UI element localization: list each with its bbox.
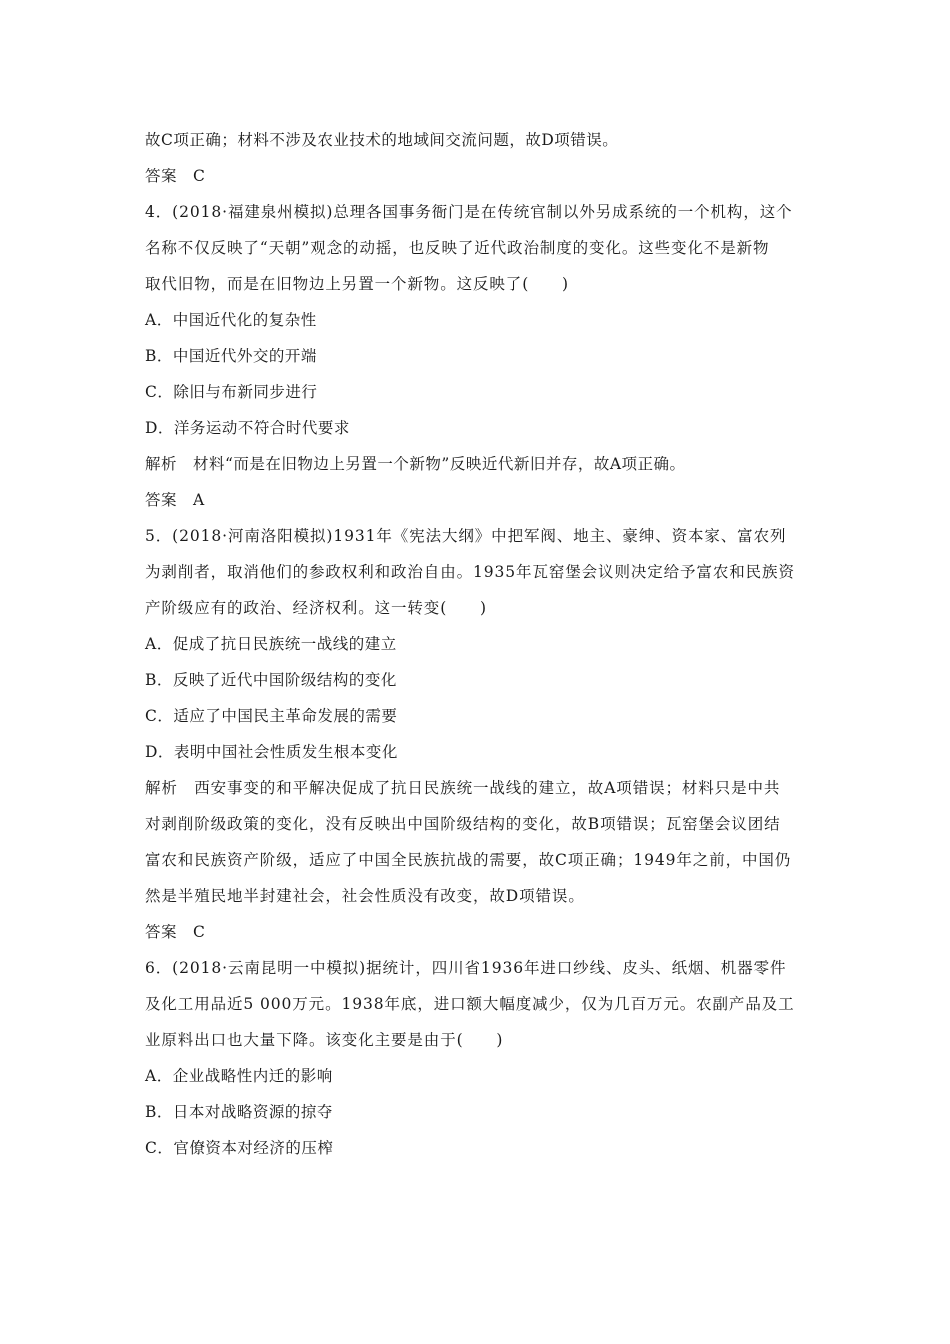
q5-option-b: B．反映了近代中国阶级结构的变化 [145,671,397,689]
question-4-stem [145,194,810,302]
text-line: 为剥削者，取消他们的参政权利和政治自由。1935年瓦窑堡会议则决定给予富农和民族资 [145,563,795,581]
text-line: 解析 西安事变的和平解决促成了抗日民族统一战线的建立，故A项错误；材料只是中共 [145,779,781,797]
q5-option-c: C．适应了中国民主革命发展的需要 [145,707,398,725]
text-line: 产阶级应有的政治、经济权利。这一转变( ) [145,599,487,617]
text-line: 及化工用品近5 000万元。1938年底，进口额大幅度减少，仅为几百万元。农副产品及工 [145,995,795,1013]
question-5-stem [145,518,810,626]
prev-explanation-tail [145,122,810,158]
q4-option-d: D．洋务运动不符合时代要求 [145,419,350,437]
answer-4 [145,482,810,518]
q4-option-a: A．中国近代化的复杂性 [145,311,317,329]
q4-explanation [145,446,810,482]
question-6-stem [145,950,810,1058]
answer-5 [145,914,810,950]
q4-option-c: C．除旧与布新同步进行 [145,383,318,401]
text-line: 解析 材料“而是在旧物边上另置一个新物”反映近代新旧并存，故A项正确。 [145,455,686,473]
text-line: 业原料出口也大量下降。该变化主要是由于( ) [145,1031,504,1049]
q6-option-b: B．日本对战略资源的掠夺 [145,1103,333,1121]
q5-option-d: D．表明中国社会性质发生根本变化 [145,743,398,761]
text-line: 名称不仅反映了“天朝”观念的动摇，也反映了近代政治制度的变化。这些变化不是新物 [145,239,770,257]
text-line: 5．(2018·河南洛阳模拟)1931年《宪法大纲》中把军阀、地主、豪绅、资本家、富农列 [145,527,787,545]
q6-option-a: A．企业战略性内迁的影响 [145,1067,333,1085]
text-line: 故C项正确；材料不涉及农业技术的地域间交流问题，故D项错误。 [145,131,619,149]
text-line: 对剥削阶级政策的变化，没有反映出中国阶级结构的变化，故B项错误；瓦窑堡会议团结 [145,815,781,833]
answer-3 [145,158,810,194]
text-line: 取代旧物，而是在旧物边上另置一个新物。这反映了( ) [145,275,569,293]
text-line: 4．(2018·福建泉州模拟)总理各国事务衙门是在传统官制以外另成系统的一个机构，这个 [145,203,793,221]
q5-explanation [145,770,810,914]
text-line: 答案 C [145,167,206,185]
text-line: 答案 C [145,923,206,941]
q5-option-a: A．促成了抗日民族统一战线的建立 [145,635,397,653]
document-page [145,122,810,1166]
text-line: 6．(2018·云南昆明一中模拟)据统计，四川省1936年进口纱线、皮头、纸烟、机器零件 [145,959,787,977]
q4-option-b: B．中国近代外交的开端 [145,347,317,365]
text-line: 答案 A [145,491,205,509]
text-line: 然是半殖民地半封建社会，社会性质没有改变，故D项错误。 [145,887,585,905]
text-line: 富农和民族资产阶级，适应了中国全民族抗战的需要，故C项正确；1949年之前，中国仍 [145,851,792,869]
q6-option-c: C．官僚资本对经济的压榨 [145,1139,334,1157]
